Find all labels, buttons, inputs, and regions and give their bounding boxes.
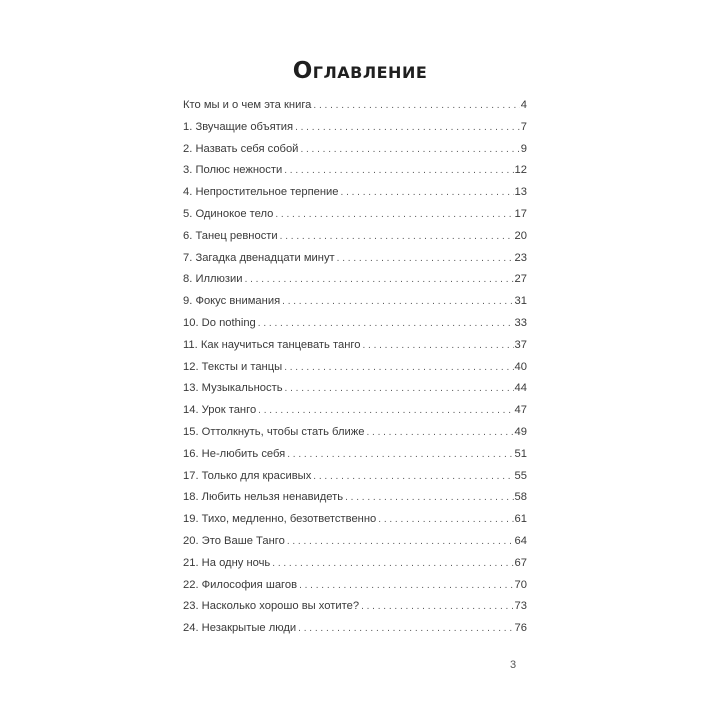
toc-entry-page: 20: [514, 229, 527, 242]
toc-entry[interactable]: [183, 535, 527, 557]
toc-entry[interactable]: [183, 622, 527, 644]
page-title: Оглавление: [292, 58, 428, 84]
page-number: 3: [510, 659, 517, 671]
toc-entry-page: 61: [514, 513, 527, 526]
toc-entry-title: 15. Оттолкнуть, чтобы стать ближе: [183, 425, 365, 438]
dot-leader: [299, 580, 513, 591]
toc-entry[interactable]: [183, 470, 527, 492]
dot-leader: [362, 340, 513, 351]
toc-entry-title: Кто мы и о чем эта книга: [183, 99, 312, 111]
toc-entry-page: 58: [514, 491, 527, 504]
toc-entry-page: 64: [514, 534, 527, 547]
toc-entry[interactable]: [183, 382, 527, 404]
toc-entry-page: 13: [514, 186, 527, 199]
toc-entry-page: 73: [514, 600, 527, 613]
toc-entry-page: 51: [514, 447, 527, 460]
toc-entry-page: 27: [514, 273, 527, 286]
dot-leader: [280, 231, 514, 242]
toc-entry-page: 76: [514, 622, 527, 635]
toc-entry-title: 13. Музыкальность: [183, 382, 283, 395]
dot-leader: [295, 122, 520, 133]
toc-entry[interactable]: [183, 186, 527, 208]
dot-leader: [337, 253, 514, 264]
dot-leader: [366, 427, 513, 438]
dot-leader: [284, 165, 513, 176]
toc-entry[interactable]: [183, 491, 527, 513]
dot-leader: [345, 492, 513, 503]
dot-leader: [341, 187, 514, 198]
dot-leader: [378, 514, 513, 525]
dot-leader: [287, 449, 513, 460]
toc-entry-page: 40: [514, 360, 527, 373]
toc-entry[interactable]: [183, 208, 527, 230]
toc-entry-title: 2. Назвать себя собой: [183, 142, 299, 155]
dot-leader: [284, 362, 513, 373]
toc-entry-title: 10. Do nothing: [183, 316, 256, 329]
toc-entry-title: 21. На одну ночь: [183, 556, 271, 569]
dot-leader: [258, 318, 514, 329]
toc-entry-title: 7. Загадка двенадцати минут: [183, 251, 335, 264]
toc-entry[interactable]: [183, 513, 527, 535]
dot-leader: [361, 601, 513, 612]
toc-entry[interactable]: [183, 448, 527, 470]
toc-entry-title: 22. Философия шагов: [183, 578, 298, 591]
toc-entry-title: 12. Тексты и танцы: [183, 360, 283, 373]
toc-entry-page: 55: [514, 469, 527, 482]
toc-entry-page: 31: [514, 295, 527, 308]
toc-entry[interactable]: [183, 339, 527, 361]
toc-entry-title: 1. Звучащие объятия: [183, 120, 294, 133]
toc-entry-title: 4. Непростительное терпение: [183, 186, 339, 199]
toc-entry-page: 17: [514, 207, 527, 220]
toc-entry-page: 49: [514, 425, 527, 438]
toc-entry-title: 6. Танец ревности: [183, 229, 278, 242]
dot-leader: [282, 296, 513, 307]
table-of-contents: [183, 99, 527, 644]
toc-entry-title: 23. Насколько хорошо вы хотите?: [183, 600, 360, 613]
dot-leader: [258, 405, 513, 416]
dot-leader: [300, 144, 519, 155]
toc-entry-title: 3. Полюс нежности: [183, 164, 283, 177]
toc-entry-title: 24. Незакрытые люди: [183, 622, 297, 635]
toc-entry-title: 9. Фокус внимания: [183, 295, 281, 308]
dot-leader: [275, 209, 513, 220]
toc-entry[interactable]: [183, 164, 527, 186]
toc-entry[interactable]: [183, 579, 527, 601]
toc-entry[interactable]: [183, 295, 527, 317]
dot-leader: [272, 558, 513, 569]
toc-entry-title: 16. Не-любить себя: [183, 447, 286, 460]
toc-entry-page: 70: [514, 578, 527, 591]
toc-entry[interactable]: [183, 252, 527, 274]
toc-entry-title: 18. Любить нельзя ненавидеть: [183, 491, 344, 504]
toc-entry[interactable]: [183, 557, 527, 579]
toc-entry-page: 37: [514, 338, 527, 351]
toc-entry-title: 8. Иллюзии: [183, 273, 243, 286]
toc-entry-page: 4: [520, 99, 527, 111]
toc-entry-title: 19. Тихо, медленно, безответственно: [183, 513, 377, 526]
dot-leader: [313, 471, 513, 482]
toc-entry-title: 11. Как научиться танцевать танго: [183, 338, 361, 351]
toc-entry[interactable]: [183, 230, 527, 252]
toc-entry[interactable]: [183, 121, 527, 143]
toc-entry-page: 7: [520, 120, 527, 133]
dot-leader: [285, 383, 514, 394]
toc-entry-page: 12: [514, 164, 527, 177]
toc-entry-title: 17. Только для красивых: [183, 469, 312, 482]
toc-entry-title: 14. Урок танго: [183, 404, 257, 417]
toc-entry-title: 20. Это Ваше Танго: [183, 534, 285, 547]
toc-entry[interactable]: [183, 99, 527, 121]
toc-entry-page: 47: [514, 404, 527, 417]
dot-leader: [298, 623, 513, 634]
dot-leader: [287, 536, 514, 547]
toc-entry-page: 67: [514, 556, 527, 569]
toc-entry-title: 5. Одинокое тело: [183, 207, 274, 220]
toc-entry-page: 23: [514, 251, 527, 264]
toc-entry[interactable]: [183, 273, 527, 295]
toc-entry-page: 9: [520, 142, 527, 155]
toc-entry[interactable]: [183, 404, 527, 426]
dot-leader: [313, 100, 519, 111]
toc-entry[interactable]: [183, 361, 527, 383]
toc-entry[interactable]: [183, 143, 527, 165]
toc-entry[interactable]: [183, 426, 527, 448]
toc-entry[interactable]: [183, 317, 527, 339]
toc-entry-page: 44: [514, 382, 527, 395]
toc-entry[interactable]: [183, 600, 527, 622]
dot-leader: [245, 274, 514, 285]
toc-entry-page: 33: [514, 316, 527, 329]
